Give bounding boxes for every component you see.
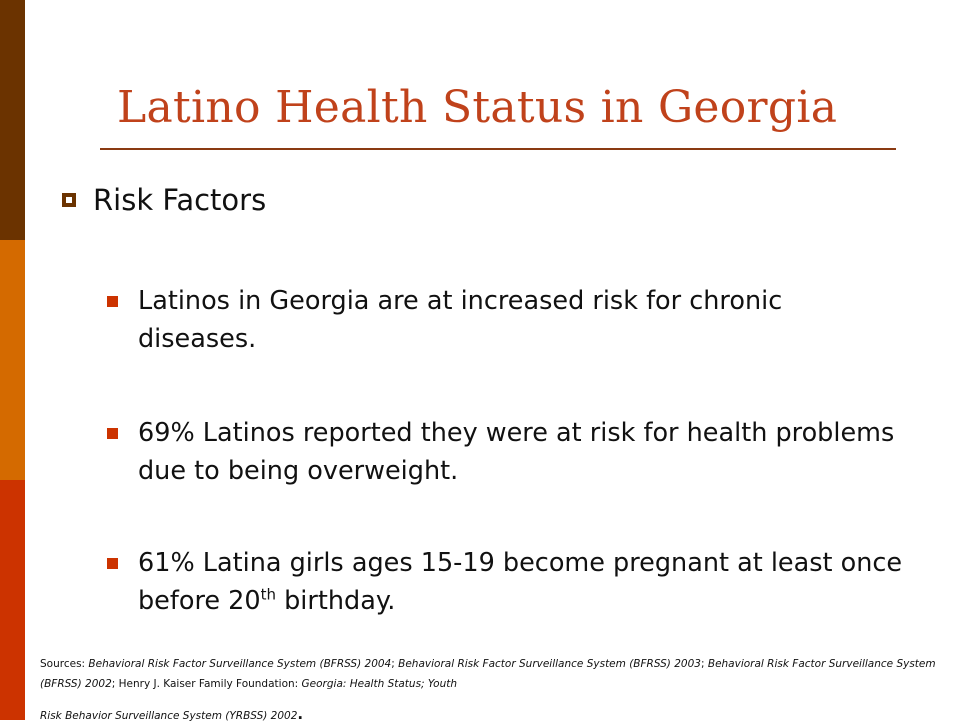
bullet-text-main: 61% Latina girls ages 15-19 become pregnant at least once before 20 (138, 548, 903, 616)
hollow-square-bullet-icon (62, 193, 76, 207)
list-item (103, 414, 903, 490)
source-yrbss-2002: Risk Behavior Surveillance System (YRBSS) 2002 (40, 710, 298, 722)
sources-footnote (40, 654, 940, 723)
list-item (103, 282, 903, 358)
ordinal-suffix: th (260, 585, 277, 604)
square-bullet-icon (107, 296, 118, 307)
section-risk-factors (62, 178, 266, 222)
sources-end-period: . (297, 705, 304, 723)
list-item (103, 544, 903, 620)
source-bfrss-2004: Behavioral Risk Factor Surveillance System (BFRSS) 2004 (88, 658, 392, 670)
bullet-text: Latinos in Georgia are at increased risk for chronic diseases. (138, 286, 783, 354)
side-bar-middle (0, 240, 25, 480)
bullet-text (138, 544, 903, 620)
sources-line-3 (40, 704, 303, 726)
side-bar-bottom (0, 480, 25, 720)
sources-label: Sources: (40, 658, 89, 670)
source-bfrss-2003: Behavioral Risk Factor Surveillance System (BFRSS) 2003 (398, 658, 701, 670)
section-heading: Risk Factors (93, 183, 267, 217)
square-bullet-icon (107, 428, 118, 439)
source-separator: ; (391, 658, 399, 670)
source-georgia-health-status: Georgia: Health Status; Youth (301, 678, 458, 690)
slide-title: Latino Health Status in Georgia (117, 82, 838, 133)
side-bar-top (0, 0, 25, 240)
source-bfrss-2002: Behavioral Risk Factor Surveillance System (BFRSS) 2002 (40, 658, 936, 690)
bullet-text-end: birthday. (276, 586, 396, 616)
source-separator: ; (700, 658, 708, 670)
bullet-text: 69% Latinos reported they were at risk for health problems due to being overweight. (138, 418, 895, 486)
source-kaiser: ; Henry J. Kaiser Family Foundation: (111, 678, 302, 690)
square-bullet-icon (107, 558, 118, 569)
title-underline (100, 148, 896, 150)
